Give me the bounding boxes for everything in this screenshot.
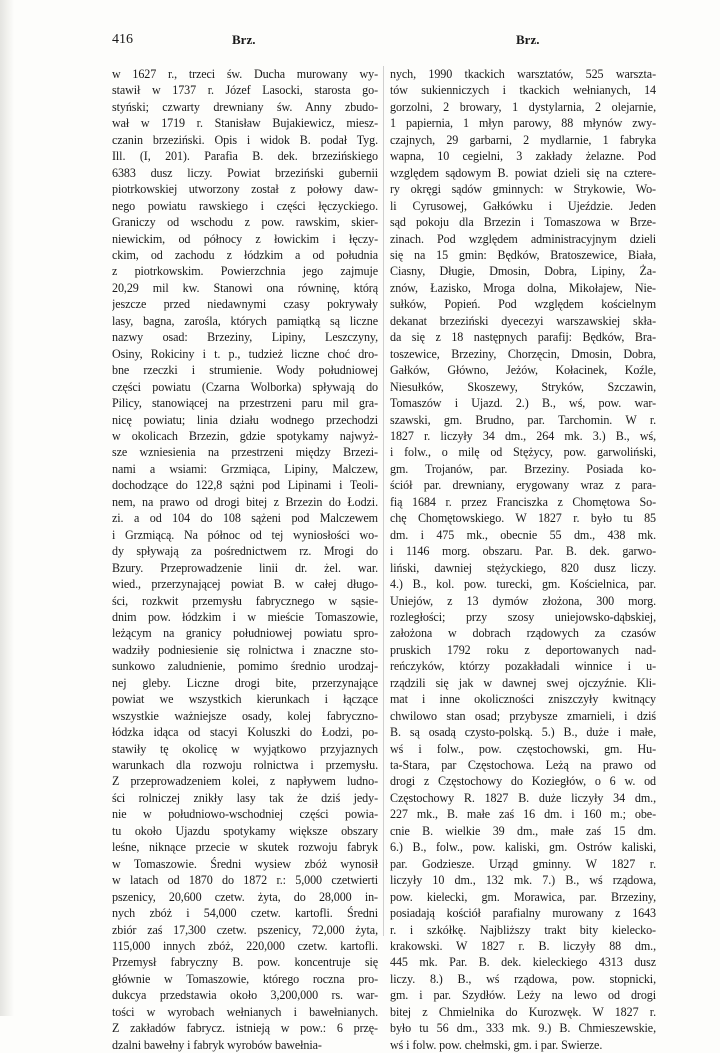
left-text-column [112, 66, 378, 1053]
text-line: liczy. 8.) B., wś rządowa, pow. stopnicki, [390, 971, 656, 986]
text-line: ści rolniczej znikły lasy tak że dziś jedy- [112, 790, 378, 805]
page-header [112, 32, 658, 56]
page-edge-shadow [0, 0, 14, 1016]
text-line: dnim pow. łódzkim i w mieście Tomaszowie, [112, 609, 378, 624]
text-line: rozległości; przy szosy uniejowsko-dąbskiej, [390, 609, 656, 624]
text-line: nego powiatu rawskiego i części łęczyckiego. [112, 198, 378, 213]
text-line: założona w dobrach rządowych za czasów [390, 626, 656, 641]
text-line: Tomaszów i Ujazd. 2.) B., wś, pow. war- [390, 396, 656, 411]
text-line: i Grzmiącą. Na północ od tej wyniosłości wo- [112, 527, 378, 542]
text-line: 1 papiernia, 1 młyn parowy, 88 młynów zwy- [390, 116, 656, 131]
text-line: mat i inne okoliczności zniszczyły kwitnący [390, 692, 656, 707]
text-line: nicę powiatu; linia działu wodnego przechodzi [112, 412, 378, 427]
text-line: bne rzeczki i strumienie. Wody południowej [112, 363, 378, 378]
text-line: sułków, Popień. Pod względem kościelnym [390, 297, 656, 312]
text-line: zi. a od 104 do 108 sążeni pod Malczewem [112, 511, 378, 526]
text-line: zinach. Pod względem administracyjnym dzieli [390, 231, 656, 246]
text-line: łódzka idąca od stacyi Koluszki do Łodzi, po- [112, 725, 378, 740]
text-line: lasy, bagna, zarośla, których pamiątką są liczne [112, 313, 378, 328]
text-line: nazwy osad: Brzeziny, Lipiny, Leszczyny, [112, 330, 378, 345]
text-line: tu około Ujazdu spotykamy większe obszary [112, 823, 378, 838]
text-line: ckim, od zachodu z łódzkim a od południa [112, 247, 378, 262]
text-line: Graniczy od wschodu z pow. rawskim, skier- [112, 215, 378, 230]
text-line: 227 mk., B. małe zaś 16 dm. i 160 m.; obe- [390, 807, 656, 822]
text-line: nem, na prawo od drogi bitej z Brzezin do Łodzi. [112, 494, 378, 509]
text-line: powiat we wszystkich kierunkach i łączące [112, 692, 378, 707]
text-line: w okolicach Brzezin, gdzie spotykamy najwyż- [112, 428, 378, 443]
text-line: wadziły podniesienie się rolnictwa i znaczne sto- [112, 642, 378, 657]
text-line: Z przeprowadzeniem kolei, z napływem ludno- [112, 774, 378, 789]
text-line: wszystkie ważniejsze osady, kolej fabryczno- [112, 708, 378, 723]
text-line: w Tomaszowie. Średni wysiew zbóż wynosił [112, 856, 378, 871]
text-line: zbiór zaś 17,300 czetw. pszenicy, 72,000 żyta, [112, 922, 378, 937]
text-line: toszewice, Brzeziny, Chorzęcin, Dmosin, Dobra, [390, 346, 656, 361]
text-line: styński; czwarty drewniany św. Anny zbudo- [112, 99, 378, 114]
text-line: dm. i 475 mk., obecnie 55 dm., 438 mk. [390, 527, 656, 542]
text-line: Uniejów, z 13 dymów złożona, 300 morg. [390, 593, 656, 608]
text-line: Ciasny, Długie, Dmosin, Dobra, Lipiny, Ża- [390, 264, 656, 279]
text-line: dekanat brzeziński dyecezyi warszawskiej skła- [390, 313, 656, 328]
text-line: dukcya przedstawia około 3,200,000 rs. war- [112, 988, 378, 1003]
text-line: względem sądowym B. powiat dzieli się na cztere- [390, 165, 656, 180]
right-text-column [390, 66, 656, 1053]
text-line: Przemysł fabryczny B. pow. koncentruje się [112, 955, 378, 970]
text-line: pow. kielecki, gm. Morawica, par. Brzeziny, [390, 889, 656, 904]
text-line: dy spływają za pośrednictwem rz. Mrogi do [112, 544, 378, 559]
text-line: dzalni bawełny i fabryk wyrobów bawełnia- [112, 1037, 322, 1052]
text-line: i 1146 morg. obszaru. Par. B. dek. garwo- [390, 544, 656, 559]
text-line: tów sukienniczych i tkackich wełnianych, 14 [390, 83, 656, 98]
text-line: gm. Trojanów, par. Brzeziny. Posiada ko- [390, 461, 656, 476]
text-line: chwilowo stan osad; przybysze zmarnieli, i dziś [390, 708, 656, 723]
text-line: B. są osadą czysto-polską. 5.) B., duże i małe, [390, 725, 656, 740]
text-line: 6383 dusz liczy. Powiat brzeziński gubernii [112, 165, 378, 180]
running-head-right: Brz. [516, 32, 540, 47]
text-line: znów, Łazisko, Mroga dolna, Mikołajew, Nie- [390, 280, 656, 295]
text-line: 4.) B., kol. pow. turecki, gm. Kościelnica, par. [390, 577, 656, 592]
column-divider [383, 66, 384, 936]
text-line: 20,29 mil kw. Stanowi ona równinę, którą [112, 280, 378, 295]
text-line: wał w 1719 r. Stanisław Bujakiewicz, miesz- [112, 116, 378, 131]
text-line: Niesułków, Skoszewy, Stryków, Szczawin, [390, 379, 656, 394]
text-line: fią 1684 r. przez Franciszka z Chomętowa So- [390, 494, 656, 509]
text-line: ta-Stara, par Częstochowa. Leżą na prawo od [390, 758, 656, 773]
text-line: głównie w Tomaszowie, którego roczna pro- [112, 971, 378, 986]
text-line: gorzolni, 2 browary, 1 dystylarnia, 2 olejarnie, [390, 99, 656, 114]
text-line: było tu 56 dm., 333 mk. 9.) B. Chmieszewskie, [390, 1021, 656, 1036]
text-line: par. Godziesze. Urząd gminny. W 1827 r. [390, 856, 656, 871]
text-line: w 1627 r., trzeci św. Ducha murowany wy- [112, 67, 378, 81]
page-number: 416 [112, 32, 133, 47]
text-line: ści, rozkwit przemysłu fabrycznego w sąsie- [112, 593, 378, 608]
text-line: nami a wsiami: Grzmiąca, Lipiny, Malczew, [112, 461, 378, 476]
text-line: Osiny, Rokiciny i t. p., tudzież liczne choć dro- [112, 346, 378, 361]
text-line: ry okręgi sądów gminnych: w Strykowie, Wo- [390, 182, 656, 197]
text-line: nej gleby. Liczne drogi bite, przerzynające [112, 675, 378, 690]
running-head-left: Brz. [232, 32, 256, 47]
text-line: leśne, niknące przecie w skutek rozwoju fabryk [112, 840, 378, 855]
text-line: części powiatu (Czarna Wolborka) spływają do [112, 379, 378, 394]
text-line: stawił w 1737 r. Józef Lasocki, starosta go- [112, 83, 378, 98]
text-line: pruskich 1792 roku z deportowanych nad- [390, 642, 656, 657]
text-line: cnie B. wielkie 39 dm., małe zaś 15 dm. [390, 823, 656, 838]
text-line: Bzury. Przeprowadzenie linii dr. żel. war. [112, 560, 378, 575]
text-line: w latach od 1870 do 1872 r.: 5,000 czetwierti [112, 873, 378, 888]
text-line: dochodzące do 122,8 sążni pod Lipinami i Teoli- [112, 478, 378, 493]
text-line: wś i folw. pow. chełmski, gm. i par. Swierze. [390, 1037, 603, 1052]
text-line: szawski, gm. Brudno, par. Tarchomin. W r. [390, 412, 656, 427]
text-line: sąd pokoju dla Brzezin i Tomaszowa w Brze- [390, 215, 656, 230]
text-line: jeszcze przed niedawnymi czasy pokrywały [112, 297, 378, 312]
text-line: wś i folw., pow. częstochowski, gm. Hu- [390, 741, 656, 756]
text-line: 1827 r. liczyły 34 dm., 264 mk. 3.) B., wś, [390, 428, 656, 443]
text-line: reńczyków, którzy pozakładali winnice i u- [390, 659, 656, 674]
text-line: warunkach dla rozwoju rolnictwa i przemysłu. [112, 758, 378, 773]
text-line: 6.) B., folw., pow. kaliski, gm. Ostrów kaliski, [390, 840, 656, 855]
text-line: posiadają kościół parafialny murowany z 1643 [390, 906, 656, 921]
text-line: bitej z Chmielnika do Kurozwęk. W 1827 r. [390, 1004, 656, 1019]
text-line: gm. i par. Szydłów. Leży na lewo od drogi [390, 988, 656, 1003]
text-line: r. i szkółkę. Najbliższy trakt bity kielecko- [390, 922, 656, 937]
text-line: Pilicy, stanowiącej na przestrzeni paru mil gra- [112, 396, 378, 411]
text-line: chę Chomętowskiego. W 1827 r. było tu 85 [390, 511, 656, 526]
text-line: rządzili się jak w dawnej swej ojczyźnie. Kli- [390, 675, 656, 690]
text-line: wapna, 10 cegielni, 3 zakłady żelazne. Pod [390, 149, 656, 164]
text-line: sze wzniesienia na przestrzeni między Brzezi- [112, 445, 378, 460]
text-line: niewickim, od północy z łowickim i łęczy- [112, 231, 378, 246]
text-line: sunkowo zaludnienie, pomimo średnio urodzaj- [112, 659, 378, 674]
text-line: Z zakładów fabrycz. istnieją w pow.: 6 przę- [112, 1021, 378, 1036]
text-line: nie w południowo-wschodniej części powia- [112, 807, 378, 822]
text-line: wied., przerzynającej powiat B. w całej długo- [112, 577, 378, 592]
text-line: li Cyrusowej, Gałkówku i Ujeździe. Jeden [390, 198, 656, 213]
text-line: ściół par. drewniany, erygowany wraz z para- [390, 478, 656, 493]
text-line: da się z 18 następnych parafij: Będków, Bra- [390, 330, 656, 345]
text-line: nych, 1990 tkackich warsztatów, 525 warszta- [390, 67, 656, 81]
text-line: stawiły tę okolicę w wyjątkowo przyjaznych [112, 741, 378, 756]
text-line: tości w wyrobach wełnianych i bawełnianych. [112, 1004, 378, 1019]
text-line: leżącym na granicy południowej powiatu spro- [112, 626, 378, 641]
text-line: Częstochowy R. 1827 B. duże liczyły 34 dm., [390, 790, 656, 805]
text-line: Ill. (I, 201). Parafia B. dek. brzezińskiego [112, 149, 378, 164]
text-line: 445 mk. Par. B. dek. kieleckiego 4313 dusz [390, 955, 656, 970]
text-line: i folw., o milę od Stężycy, pow. garwoliński, [390, 445, 656, 460]
text-line: z piotrkowskim. Powierzchnia jego zajmuje [112, 264, 378, 279]
text-line: krakowski. W 1827 r. B. liczyły 88 dm., [390, 939, 656, 954]
text-line: czanin brzeziński. Opis i widok B. podał Tyg. [112, 132, 378, 147]
text-line: się na 15 gmin: Będków, Bratoszewice, Biała, [390, 247, 656, 262]
text-line: piotrkowskiej utworzony został z połowy daw- [112, 182, 378, 197]
text-line: liński, dawniej stężyckiego, 820 dusz liczy. [390, 560, 656, 575]
text-line: czajnych, 29 garbarni, 2 mydlarnie, 1 fabryka [390, 132, 656, 147]
text-line: Gałków, Główno, Jeżów, Kołacinek, Koźle, [390, 363, 656, 378]
text-line: liczyły 10 dm., 132 mk. 7.) B., wś rządowa, [390, 873, 656, 888]
text-line: 115,000 innych zbóż, 220,000 czetw. kartofli. [112, 939, 378, 954]
text-line: pszenicy, 20,600 czetw. żyta, do 28,000 in- [112, 889, 378, 904]
text-line: drogi z Częstochowy do Koziegłów, o 6 w. od [390, 774, 656, 789]
text-line: nych zbóż i 54,000 czetw. kartofli. Średni [112, 906, 378, 921]
